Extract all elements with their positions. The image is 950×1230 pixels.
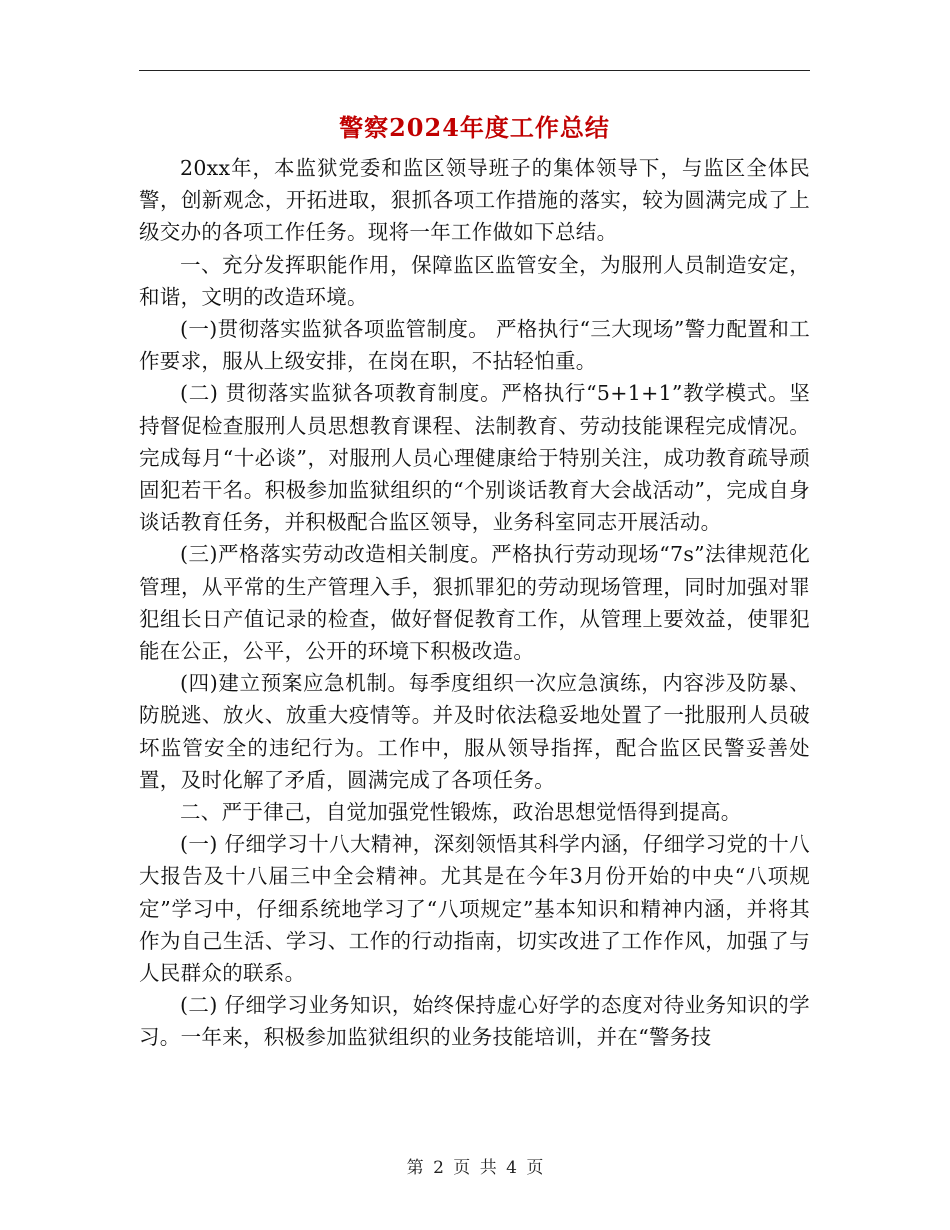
paragraph-section-2-item-1: (一) 仔细学习十八大精神，深刻领悟其科学内涵，仔细学习党的十八大报告及十八届三中全会精神。尤其是在今年3月份开始的中央“八项规定”学习中，仔细系统地学习了“八项规定”基本知识和精神内涵，并将其作为自己生活、学习、工作的行动指南，切实改进了工作作风，加强了与人民群众的联系。 [139,832,810,986]
paragraph-section-1-item-2: (二) 贯彻落实监狱各项教育制度。严格执行“5+1+1”教学模式。坚持督促检查服刑人员思想教育课程、法制教育、劳动技能课程完成情况。完成每月“十必谈”，对服刑人员心理健康给于特别关注，成功教育疏导顽固犯若干名。积极参加监狱组织的“个别谈话教育大会战活动”，完成自身谈话教育任务，并积极配合监区领导，业务科室同志开展活动。 [139,381,810,535]
paragraph-section-1-item-4: (四)建立预案应急机制。每季度组织一次应急演练，内容涉及防暴、防脱逃、放火、放重大疫情等。并及时依法稳妥地处置了一批服刑人员破坏监管安全的违纪行为。工作中，服从领导指挥，配合监区民警妥善处置，及时化解了矛盾，圆满完成了各项任务。 [139,671,810,792]
paragraph-section-2-heading: 二、严于律己，自觉加强党性锻炼，政治思想觉悟得到提高。 [180,800,742,825]
paragraph-intro: 20xx年，本监狱党委和监区领导班子的集体领导下，与监区全体民警，创新观念，开拓进取，狠抓各项工作措施的落实，较为圆满完成了上级交办的各项工作任务。现将一年工作做如下总结。 [139,156,810,245]
page-number-footer: 第 2 页 共 4 页 [406,1158,544,1178]
paragraph-section-1-item-1: (一)贯彻落实监狱各项监管制度。 严格执行“三大现场”警力配置和工作要求，服从上级安排，在岗在职，不拈轻怕重。 [139,317,810,374]
header-rule [139,70,810,71]
paragraph-section-1-heading: 一、充分发挥职能作用，保障监区监管安全，为服刑人员制造安定，和谐，文明的改造环境。 [139,252,810,309]
paragraph-section-1-item-3: (三)严格落实劳动改造相关制度。严格执行劳动现场“7s”法律规范化管理，从平常的生产管理入手，狠抓罪犯的劳动现场管理，同时加强对罪犯组长日产值记录的检查，做好督促教育工作，从管理上要效益，使罪犯能在公正，公平，公开的环境下积极改造。 [139,542,810,664]
document-title: 警察2024年度工作总结 [339,113,610,142]
paragraph-section-2-item-2: (二) 仔细学习业务知识，始终保持虚心好学的态度对待业务知识的学习。一年来，积极参加监狱组织的业务技能培训，并在“警务技 [139,993,810,1050]
document-body [139,152,810,1054]
